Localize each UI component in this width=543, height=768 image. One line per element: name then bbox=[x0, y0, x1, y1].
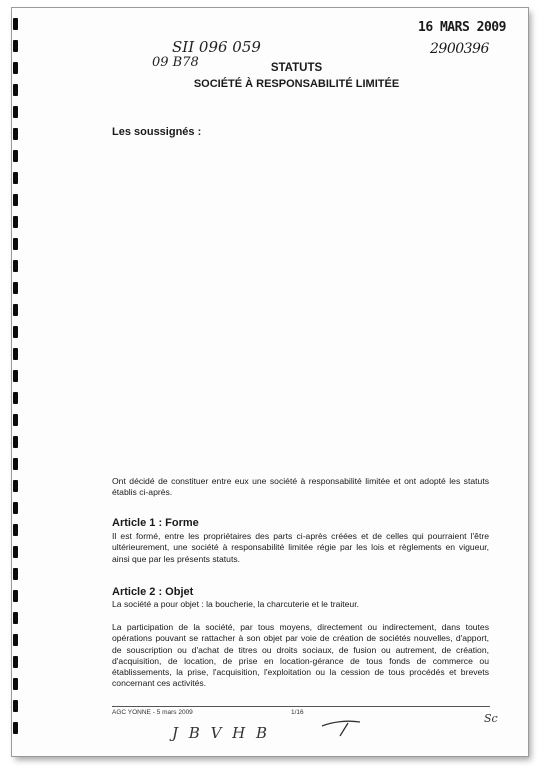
handwritten-reference-2: 09 B78 bbox=[152, 55, 199, 70]
footer-page-number: 1/16 bbox=[291, 709, 304, 716]
signature-mark bbox=[318, 716, 364, 738]
footer-divider bbox=[112, 706, 490, 707]
document-title: STATUTS bbox=[270, 62, 323, 74]
article-1-heading: Article 1 : Forme bbox=[112, 517, 199, 529]
soussignes-heading: Les soussignés : bbox=[112, 126, 202, 138]
article-2-text-1: La société a pour objet : la boucherie, la charcuterie et le traiteur. bbox=[112, 599, 359, 609]
article-2-text-2: La participation de la société, par tous moyens, directement ou indirectement, dans toutes opérations pouvant se rattacher à son objet par voie de création de sociétés nouvelles, d'apport, de souscription ou d'achat de titres ou droits sociaux, de fusion ou autrement, de création, d'acquisition, de location, de prise en location-gérance de tous fonds de commerce ou établissements, la prise, l'acquisition, l'exploitation ou la cession de tous procédés et brevets concernant ces activités. bbox=[112, 622, 489, 689]
handwritten-initials: J B V H B bbox=[172, 724, 271, 742]
stamp-date: 16 MARS 2009 bbox=[418, 20, 506, 35]
article-1-text: Il est formé, entre les propriétaires des parts ci-après créées et de celles qui pourraient l'être ultérieurement, une société à responsabilité limitée régie par les lois et règlements en vigueur, ainsi que par les présents statuts. bbox=[112, 531, 489, 564]
handwritten-reference-1: SII 096 059 bbox=[172, 38, 261, 56]
registration-stamp bbox=[418, 20, 506, 57]
stamp-number: 2900396 bbox=[430, 41, 489, 57]
spiral-binding bbox=[13, 18, 19, 748]
footer-left: AGC YONNE - 5 mars 2009 bbox=[112, 709, 193, 716]
article-2-heading: Article 2 : Objet bbox=[112, 586, 194, 598]
document-subtitle: SOCIÉTÉ À RESPONSABILITÉ LIMITÉE bbox=[193, 78, 400, 90]
intro-paragraph: Ont décidé de constituer entre eux une société à responsabilité limitée et ont adopté les statuts établis ci-après. bbox=[112, 476, 489, 498]
handwritten-initials-right: Sc bbox=[484, 712, 498, 725]
